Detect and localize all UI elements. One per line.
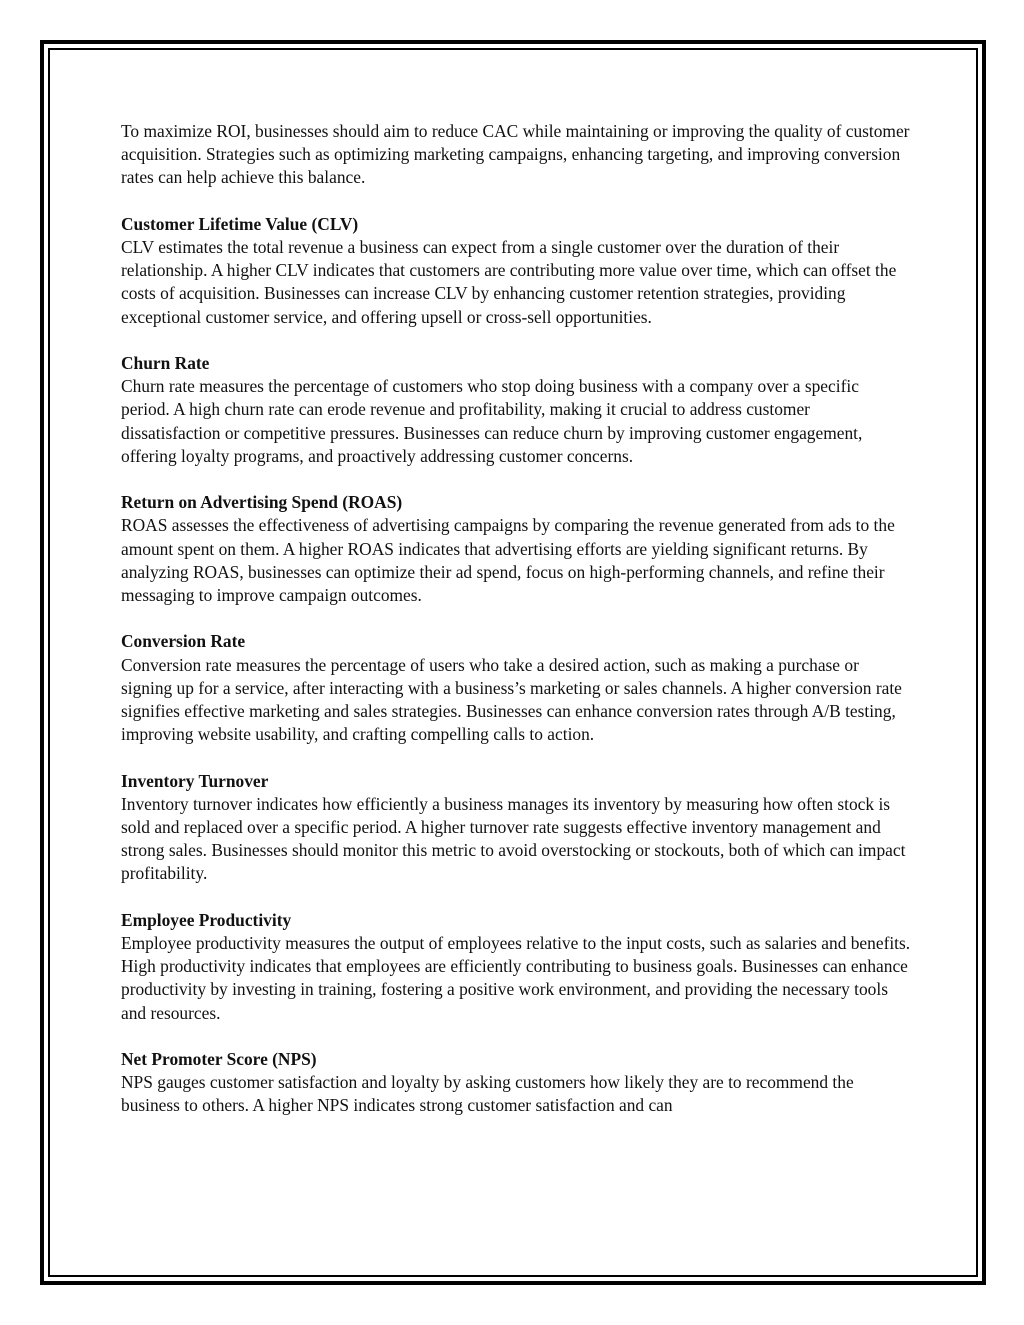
section-body: CLV estimates the total revenue a business can expect from a single customer over the duration of their relationship. A higher CLV indicates that customers are contributing more value over time, which can offset the costs of acquisition. Businesses can increase CLV by enhancing customer retention strategies, providing exceptional customer service, and offering upsell or cross-sell opportunities.	[121, 237, 897, 327]
section-heading: Employee Productivity	[121, 909, 292, 930]
section-heading: Return on Advertising Spend (ROAS)	[121, 492, 403, 513]
section-body: Churn rate measures the percentage of customers who stop doing business with a company over a specific period. A high churn rate can erode revenue and profitability, making it crucial to address customer dissatisfaction or competitive pressures. Businesses can reduce churn by improving customer engagement, offering loyalty programs, and proactively addressing customer concerns.	[121, 376, 863, 466]
section-inventory-turnover	[121, 770, 911, 886]
section-nps	[121, 1048, 911, 1118]
section-roas	[121, 491, 911, 607]
section-body: Inventory turnover indicates how efficiently a business manages its inventory by measuring how often stock is sold and replaced over a specific period. A higher turnover rate suggests effective inventory management and strong sales. Businesses should monitor this metric to avoid overstocking or stockouts, both of which can impact profitability.	[121, 793, 906, 884]
intro-paragraph: To maximize ROI, businesses should aim to reduce CAC while maintaining or improving the quality of customer acquisition. Strategies such as optimizing marketing campaigns, enhancing targeting, and improving conversion rates can help achieve this balance.	[121, 121, 910, 188]
section-heading: Inventory Turnover	[121, 770, 269, 791]
section-body: Conversion rate measures the percentage of users who take a desired action, such as making a purchase or signing up for a service, after interacting with a business’s marketing or sales channels. A higher conversion rate signifies effective marketing and sales strategies. Businesses can enhance conversion rates through A/B testing, improving website usability, and crafting compelling calls to action.	[121, 654, 902, 745]
section-churn-rate	[121, 352, 911, 468]
section-heading: Conversion Rate	[121, 631, 246, 652]
section-heading: Net Promoter Score (NPS)	[121, 1049, 317, 1070]
section-heading: Customer Lifetime Value (CLV)	[121, 213, 359, 234]
section-body: Employee productivity measures the output of employees relative to the input costs, such as salaries and benefits. High productivity indicates that employees are efficiently contributing to business goals. Businesses can enhance productivity by investing in training, fostering a positive work environment, and providing the necessary tools and resources.	[121, 933, 911, 1023]
section-body: ROAS assesses the effectiveness of advertising campaigns by comparing the revenue generated from ads to the amount spent on them. A higher ROAS indicates that advertising efforts are yielding significant returns. By analyzing ROAS, businesses can optimize their ad spend, focus on high-performing channels, and refine their messaging to improve campaign outcomes.	[121, 515, 895, 606]
section-conversion-rate	[121, 630, 911, 746]
section-body: NPS gauges customer satisfaction and loyalty by asking customers how likely they are to recommend the business to others. A higher NPS indicates strong customer satisfaction and can	[121, 1072, 854, 1116]
section-employee-productivity	[121, 909, 911, 1025]
document-body	[121, 120, 911, 1141]
section-heading: Churn Rate	[121, 353, 210, 373]
section-clv	[121, 213, 911, 329]
